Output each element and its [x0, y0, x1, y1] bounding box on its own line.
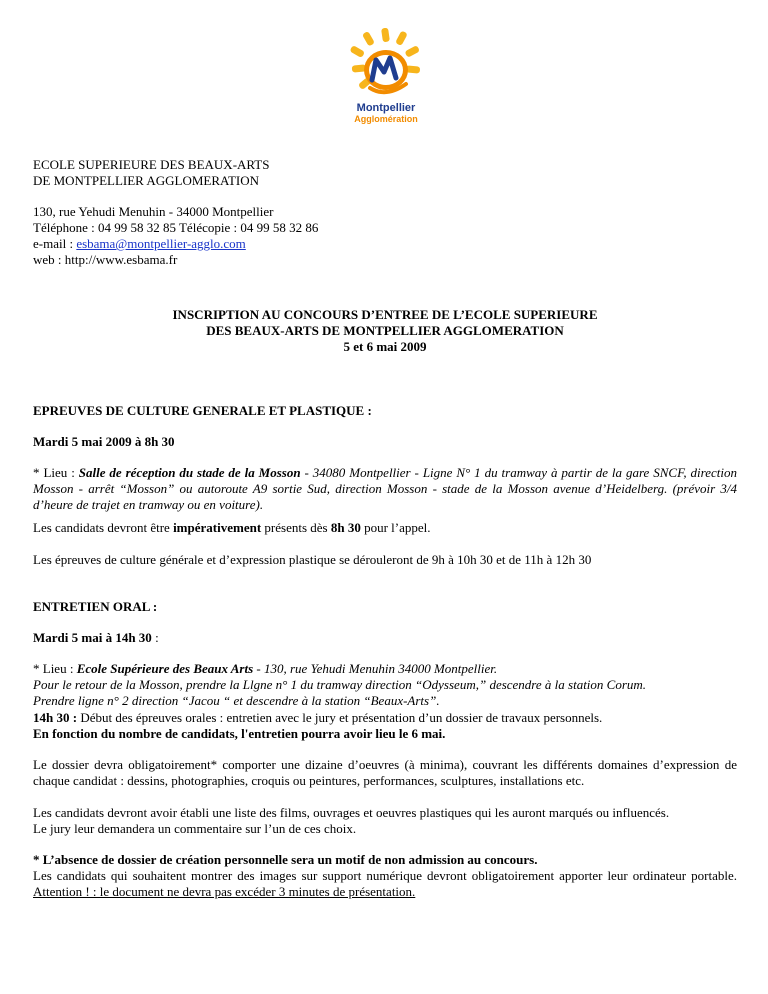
presence-text-a: Les candidats devront être [33, 520, 174, 535]
oral-lieu-prefix: * Lieu : [33, 661, 77, 676]
section-oral-location [33, 661, 737, 709]
section-written-location [33, 465, 737, 513]
lieu-directions: - 34080 Montpellier - Ligne N° 1 du tramway à partir de la gare SNCF, direction Mosson - arrêt “Mosson” ou autoroute A9 sortie Sud, direction Mosson - stade de la Mosson avenue d’Heidelberg. (prévoir 3/4 d’heure de trajet en tramway ou en voiture). [33, 465, 737, 512]
school-name-line2: DE MONTPELLIER AGGLOMERATION [33, 173, 260, 188]
oral-description: Début des épreuves orales : entretien avec le jury et présentation d’un dossier de travaux personnels. [77, 710, 603, 725]
retour-line2: Prendre ligne n° 2 direction “Jacou “ et descendre à la station “Beaux-Arts”. [33, 693, 440, 708]
logo-subtitle: Agglomération [354, 114, 418, 124]
oral-may6-note: En fonction du nombre de candidats, l'entretien pourra avoir lieu le 6 mai. [33, 726, 446, 741]
oral-time: 14h 30 : [33, 710, 78, 725]
logo-name: Montpellier [356, 102, 416, 114]
contact-block [33, 204, 737, 268]
lieu-prefix: * Lieu : [33, 465, 79, 480]
presence-text-e: pour l’appel. [360, 520, 431, 535]
section-written-date: Mardi 5 mai 2009 à 8h 30 [33, 434, 175, 449]
section-oral-date [33, 630, 737, 646]
oral-date-suffix: : [151, 630, 159, 645]
section-written-heading: EPREUVES DE CULTURE GENERALE ET PLASTIQUE : [33, 403, 372, 418]
email-link[interactable]: esbama@montpellier-agglo.com [76, 236, 246, 251]
title-dates: 5 et 6 mai 2009 [343, 339, 427, 354]
school-name-line1: ECOLE SUPERIEURE DES BEAUX-ARTS [33, 157, 270, 172]
presence-text-d: 8h 30 [330, 520, 361, 535]
liste-line1: Les candidats devront avoir établi une liste des films, ouvrages et oeuvres plastiques qui les auront marqués ou influencés. [33, 805, 670, 820]
email-line [33, 236, 737, 252]
attention-note: Attention ! : le document ne devra pas excéder 3 minutes de présentation. [33, 884, 416, 899]
liste-line2: Le jury leur demandera un commentaire sur l’un de ces choix. [33, 821, 357, 836]
phone-fax: Téléphone : 04 99 58 32 85 Télécopie : 04 99 58 32 86 [33, 220, 319, 235]
presence-text-c: présents dès [261, 520, 331, 535]
document-title [33, 307, 737, 355]
section-oral-heading: ENTRETIEN ORAL : [33, 599, 158, 614]
email-label: e-mail : [33, 236, 77, 251]
montpellier-logo [338, 28, 434, 128]
lieu-place: Salle de réception du stade de la Mosson [78, 465, 301, 480]
address: 130, rue Yehudi Menuhin - 34000 Montpellier [33, 204, 274, 219]
title-line1: INSCRIPTION AU CONCOURS D’ENTREE DE L’ECOLE SUPERIEURE [172, 307, 598, 322]
school-header [33, 157, 737, 189]
sun-m-logo-icon [348, 28, 424, 100]
oral-date-text: Mardi 5 mai à 14h 30 [33, 630, 152, 645]
oral-lieu-address: - 130, rue Yehudi Menuhin 34000 Montpellier. [253, 661, 498, 676]
oral-schedule [33, 710, 737, 742]
title-line2: DES BEAUX-ARTS DE MONTPELLIER AGGLOMERATION [206, 323, 564, 338]
absence-warning [33, 852, 737, 900]
liste-requirements [33, 805, 737, 837]
absence-line: * L’absence de dossier de création personnelle sera un motif de non admission au concours. [33, 852, 538, 867]
oral-start-line [33, 710, 737, 726]
oral-lieu-line [33, 661, 737, 677]
website-line: web : http://www.esbama.fr [33, 252, 178, 267]
presence-note [33, 520, 737, 536]
retour-line1: Pour le retour de la Mosson, prendre la Llgne n° 1 du tramway direction “Odysseum,” descendre à la station Corum. [33, 677, 647, 692]
numerique-text: Les candidats qui souhaitent montrer des images sur support numérique devront obligatoirement apporter leur ordinateur portable. [33, 868, 737, 883]
presence-text-b: impérativement [173, 520, 262, 535]
numerique-line [33, 868, 737, 900]
dossier-requirements: Le dossier devra obligatoirement* comporter une dizaine d’oeuvres (à minima), couvrant les différents domaines d’expression de chaque candidat : dessins, photographies, croquis ou peintures, performances, sculptures, installations etc. [33, 757, 737, 788]
oral-lieu-place: Ecole Supérieure des Beaux Arts [76, 661, 254, 676]
epreuves-schedule: Les épreuves de culture générale et d’expression plastique se dérouleront de 9h à 10h 30 et de 11h à 12h 30 [33, 552, 592, 567]
